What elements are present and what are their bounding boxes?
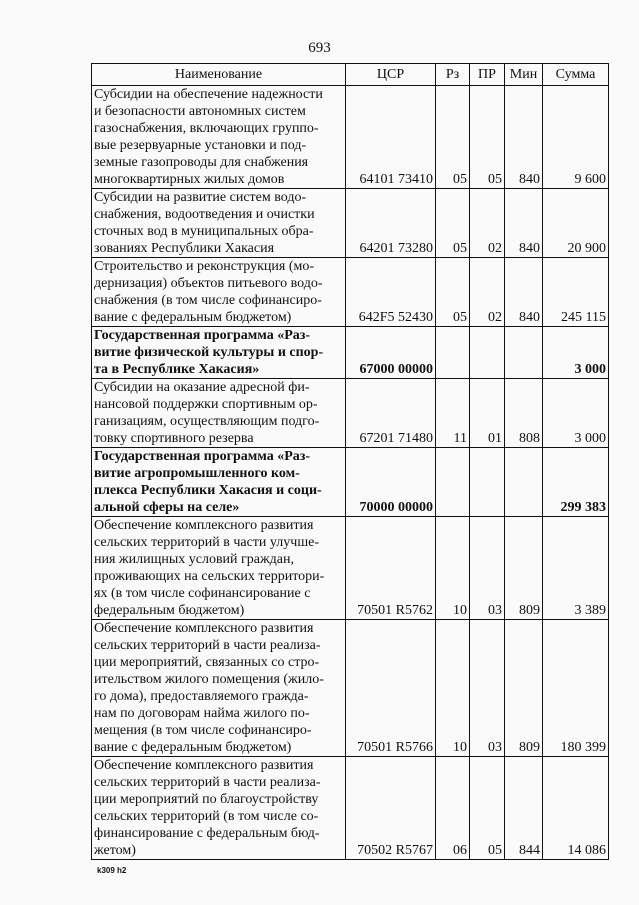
row-name-line: сточных вод в муниципальных обра- [94,224,314,239]
row-rz: 05 [436,86,470,189]
row-min: 808 [505,379,543,448]
row-csr: 64101 73410 [346,86,436,189]
row-sum: 3 000 [543,379,609,448]
row-csr: 67201 71480 [346,379,436,448]
row-name-line: вание с федеральным бюджетом) [94,310,292,325]
row-name-line: витие агропромышленного ком- [94,466,300,481]
row-rz: 05 [436,189,470,258]
row-csr: 64201 73280 [346,189,436,258]
row-name [92,517,346,620]
table-row [92,327,609,379]
row-sum: 9 600 [543,86,609,189]
row-csr: 642F5 52430 [346,258,436,327]
table-row [92,517,609,620]
row-name-line: ции мероприятий по благоустройству [94,792,319,807]
row-csr: 70000 00000 [346,448,436,517]
table-row [92,379,609,448]
row-csr: 67000 00000 [346,327,436,379]
row-name-line: газоснабжения, включающих группо- [94,121,319,136]
row-name-line: Обеспечение комплексного развития [94,621,314,636]
row-min: 809 [505,517,543,620]
row-name-line: сельских территорий в части реализа- [94,775,321,790]
row-min: 809 [505,620,543,757]
row-sum: 14 086 [543,757,609,860]
row-min: 840 [505,258,543,327]
row-sum: 245 115 [543,258,609,327]
row-rz: 05 [436,258,470,327]
row-rz: 11 [436,379,470,448]
row-csr: 70502 R5767 [346,757,436,860]
row-sum: 180 399 [543,620,609,757]
row-name-line: та в Республике Хакасия» [94,362,260,377]
table-row [92,448,609,517]
row-min: 840 [505,189,543,258]
row-pr: 05 [470,86,505,189]
row-name-line: плекса Республики Хакасия и соци- [94,483,322,498]
row-name-line: Обеспечение комплексного развития [94,518,314,533]
row-name-line: Строительство и реконструкция (мо- [94,259,315,274]
header-csr: ЦСР [346,64,436,86]
row-name-line: Государственная программа «Раз- [94,328,311,343]
row-name [92,620,346,757]
header-pr: ПР [470,64,505,86]
row-name-line: дернизация) объектов питьевого водо- [94,276,323,291]
row-sum: 299 383 [543,448,609,517]
header-name: Наименование [92,64,346,86]
row-pr [470,448,505,517]
row-rz: 06 [436,757,470,860]
row-name-line: сельских территорий в части улучше- [94,535,319,550]
row-name-line: финансирование с федеральным бюд- [94,826,320,841]
row-min [505,448,543,517]
row-name [92,757,346,860]
row-name-line: ции мероприятий, связанных со стро- [94,655,320,670]
row-name-line: Субсидии на обеспечение надежности [94,87,323,102]
table-header-row [92,64,609,86]
row-name-line: го дома), предоставляемого гражда- [94,689,309,704]
header-min: Мин [505,64,543,86]
row-name-line: земные газопроводы для снабжения [94,155,309,170]
row-name-line: снабжения, водоотведения и очистки [94,207,315,222]
row-name-line: сельских территорий (в том числе со- [94,809,319,824]
row-rz [436,327,470,379]
row-name-line: Субсидии на развитие систем водо- [94,190,307,205]
row-name-line: ния жилищных условий граждан, [94,552,294,567]
table-row [92,258,609,327]
row-name-line: снабжения (в том числе софинансиро- [94,293,322,308]
row-name-line: проживающих на сельских территори- [94,569,325,584]
row-pr: 02 [470,258,505,327]
row-name [92,86,346,189]
row-name [92,189,346,258]
row-pr: 05 [470,757,505,860]
row-name-line: зованиях Республики Хакасия [94,241,275,256]
row-min [505,327,543,379]
row-name-line: ях (в том числе софинансирование с [94,586,311,601]
row-name-line: многоквартирных жилых домов [94,172,285,187]
page-number: 693 [308,40,331,56]
row-name-line: витие физической культуры и спор- [94,345,324,360]
table-row [92,757,609,860]
row-min: 840 [505,86,543,189]
header-rz: Рз [436,64,470,86]
table-row [92,189,609,258]
budget-table [91,63,609,860]
row-rz: 10 [436,517,470,620]
row-name [92,448,346,517]
row-pr: 03 [470,620,505,757]
row-name-line: ительством жилого помещения (жило- [94,672,324,687]
row-rz [436,448,470,517]
row-csr: 70501 R5762 [346,517,436,620]
row-pr: 02 [470,189,505,258]
table-row [92,86,609,189]
row-name-line: ганизациям, осуществляющим подго- [94,414,320,429]
row-name-line: Государственная программа «Раз- [94,449,311,464]
row-name [92,379,346,448]
row-name [92,258,346,327]
row-pr [470,327,505,379]
table-row [92,620,609,757]
row-rz: 10 [436,620,470,757]
row-name-line: Обеспечение комплексного развития [94,758,314,773]
row-name-line: нам по договорам найма жилого по- [94,706,310,721]
row-name-line: вые резервуарные установки и под- [94,138,307,153]
row-sum: 3 000 [543,327,609,379]
row-name-line: вание с федеральным бюджетом) [94,740,292,755]
row-name-line: Субсидии на оказание адресной фи- [94,380,310,395]
row-name-line: альной сферы на селе» [94,500,240,515]
row-sum: 20 900 [543,189,609,258]
row-name-line: товку спортивного резерва [94,431,254,446]
row-name-line: мещения (в том числе софинансиро- [94,723,312,738]
row-name-line: и безопасности автономных систем [94,104,306,119]
row-min: 844 [505,757,543,860]
row-name [92,327,346,379]
header-sum: Сумма [543,64,609,86]
row-name-line: сельских территорий в части реализа- [94,638,321,653]
row-name-line: нансовой поддержки спортивным ор- [94,397,318,412]
row-pr: 01 [470,379,505,448]
row-csr: 70501 R5766 [346,620,436,757]
row-name-line: жетом) [94,843,136,858]
row-name-line: федеральным бюджетом) [94,603,245,618]
footer-code: k309 h2 [97,866,127,875]
row-pr: 03 [470,517,505,620]
row-sum: 3 389 [543,517,609,620]
